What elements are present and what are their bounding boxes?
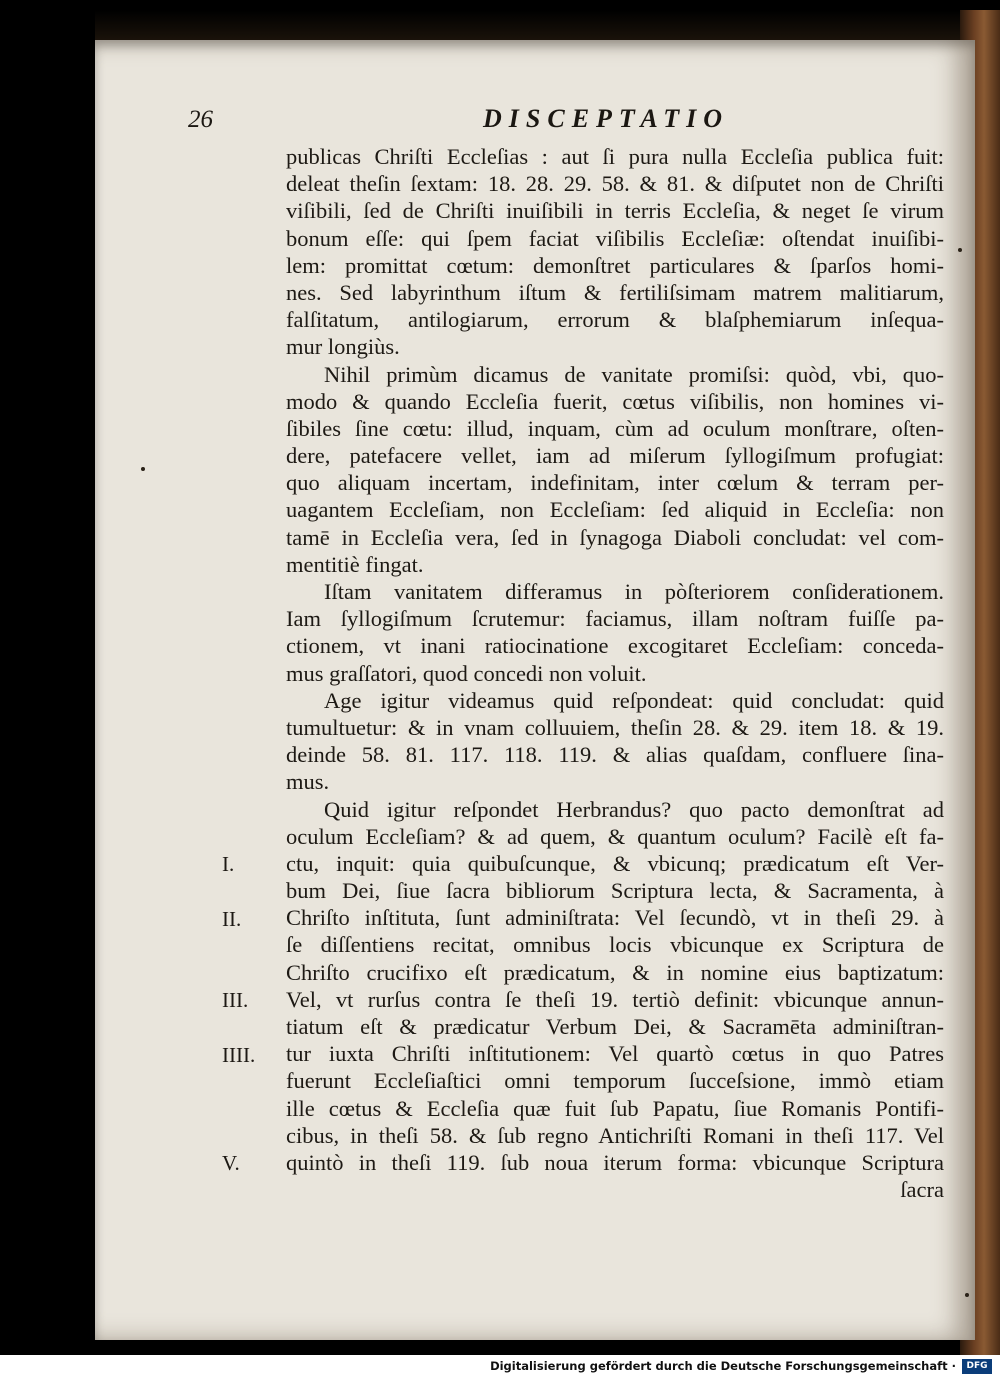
margin-numeral: II. xyxy=(222,906,242,931)
text-line: quintò in theſi 119. ſub noua iterum forma: vbicunque Scriptura xyxy=(286,1149,944,1175)
text-line: Iſtam vanitatem differamus in pòſteriorem conſiderationem. xyxy=(324,579,944,604)
text-line: falſitatum, antilogiarum, errorum & blaſphemiarum inſequa- xyxy=(286,307,944,333)
text-line: ſe diſſentiens recitat, omnibus locis vbicunque ex Scriptura de xyxy=(286,932,944,958)
text-line: cibus, in theſi 58. & ſub regno Antichriſti Romani in theſi 117. Vel xyxy=(286,1122,944,1148)
ink-speck xyxy=(958,248,962,252)
text-line: uagantem Eccleſiam, non Eccleſiam: ſed aliquid in Eccleſia: non xyxy=(286,497,944,523)
ink-speck xyxy=(965,1293,969,1297)
text-line: tur iuxta Chriſti inſtitutionem: Vel quartò cœtus in quo Patres xyxy=(286,1041,944,1067)
text-line: ſibiles ſine cœtu: illud, inquam, cùm ad oculum monſtrare, oſten- xyxy=(286,415,944,441)
digitization-footer xyxy=(0,1355,1000,1378)
text-line: mus graſſatori, quod concedi non voluit. xyxy=(286,660,647,686)
running-title: DISCEPTATIO xyxy=(483,104,730,133)
text-line: Vel, vt rurſus contra ſe theſi 19. tertiò definit: vbicunque annun- xyxy=(286,986,944,1012)
book-top-edge xyxy=(95,10,975,40)
text-line: Chriſto crucifixo eſt prædicatum, & in nomine eius baptizatum: xyxy=(286,959,944,985)
page-number: 26 xyxy=(188,106,213,133)
text-line: ſacra xyxy=(900,1177,944,1203)
text-line: nes. Sed labyrinthum iſtum & fertiliſsimam matrem malitiarum, xyxy=(286,279,944,305)
text-line: Nihil primùm dicamus de vanitate promiſsi: quòd, vbi, quo- xyxy=(324,361,944,387)
text-line: quo aliquam incertam, indefinitam, inter cœlum & terram per- xyxy=(286,470,944,496)
margin-numeral: I. xyxy=(222,852,235,877)
text-line: bum Dei, ſiue ſacra bibliorum Scriptura lecta, & Sacramenta, à xyxy=(286,878,944,904)
text-line: modo & quando Eccleſia fuerit, cœtus viſibilis, non homines vi- xyxy=(286,388,944,414)
text-line: Chriſto inſtituta, ſunt adminiſtrata: Vel ſecundò, vt in theſi 29. à xyxy=(286,905,944,931)
footer-credit: Digitalisierung gefördert durch die Deutsche Forschungsgemeinschaft · xyxy=(490,1359,956,1373)
text-line: mentitiè fingat. xyxy=(286,551,424,577)
dfg-logo: DFG xyxy=(962,1359,992,1374)
text-line: ctu, inquit: quia quibuſcunque, & vbicunq; prædicatum eſt Ver- xyxy=(286,850,944,876)
text-line: Quid igitur reſpondet Herbrandus? quo pacto demonſtrat ad xyxy=(324,796,944,822)
text-line: ille cœtus & Eccleſia quæ fuit ſub Papatu, ſiue Romanis Pontifi- xyxy=(286,1095,944,1121)
text-line: bonum eſſe: qui ſpem faciat viſibilis Eccleſiæ: oſtendat inuiſibi- xyxy=(286,225,944,251)
text-line: lem: promittat cœtum: demonſtret particulares & ſparſos homi- xyxy=(286,252,944,278)
text-line: mus. xyxy=(286,769,330,795)
margin-numeral: V. xyxy=(222,1151,240,1176)
ink-speck xyxy=(141,467,145,471)
text-line: oculum Eccleſiam? & ad quem, & quantum oculum? Facilè eſt fa- xyxy=(286,823,944,849)
text-line: publicas Chriſti Eccleſias : aut ſi pura nulla Eccleſia publica fuit: xyxy=(286,144,944,169)
margin-numeral: IIII. xyxy=(222,1042,256,1067)
running-head xyxy=(188,98,748,138)
text-line: fuerunt Eccleſiaſtici omni temporum ſucceſsione, immò etiam xyxy=(286,1068,944,1094)
text-line: tiatum eſt & prædicatur Verbum Dei, & Sacramēta adminiſtran- xyxy=(286,1014,944,1039)
margin-numeral: III. xyxy=(222,988,249,1013)
text-line: tumultuetur: & in vnam colluuiem, theſin 28. & 29. item 18. & 19. xyxy=(286,714,944,740)
text-line: deleat theſin ſextam: 18. 28. 29. 58. & 81. & diſputet non de Chriſti xyxy=(286,171,944,197)
text-line: mur longiùs. xyxy=(286,334,400,360)
text-line: Age igitur videamus quid reſpondeat: quid concludat: quid xyxy=(324,687,944,713)
text-line: viſibili, ſed de Chriſti inuiſibili in terris Eccleſia, & neget ſe virum xyxy=(286,198,944,224)
text-line: dere, patefacere vellet, iam ad miſerum ſyllogiſmum profugiat: xyxy=(286,443,944,469)
text-line: Iam ſyllogiſmum ſcrutemur: faciamus, illam noſtram fuiſſe pa- xyxy=(286,606,944,632)
text-line: deinde 58. 81. 117. 118. 119. & alias quaſdam, confluere ſina- xyxy=(286,742,944,768)
body-text xyxy=(286,143,944,1203)
text-line: ctionem, vt inani ratiocinatione excogitaret Eccleſiam: conceda- xyxy=(286,633,944,659)
text-line: tamē in Eccleſia vera, ſed in ſynagoga Diaboli concludat: vel com- xyxy=(286,524,944,550)
